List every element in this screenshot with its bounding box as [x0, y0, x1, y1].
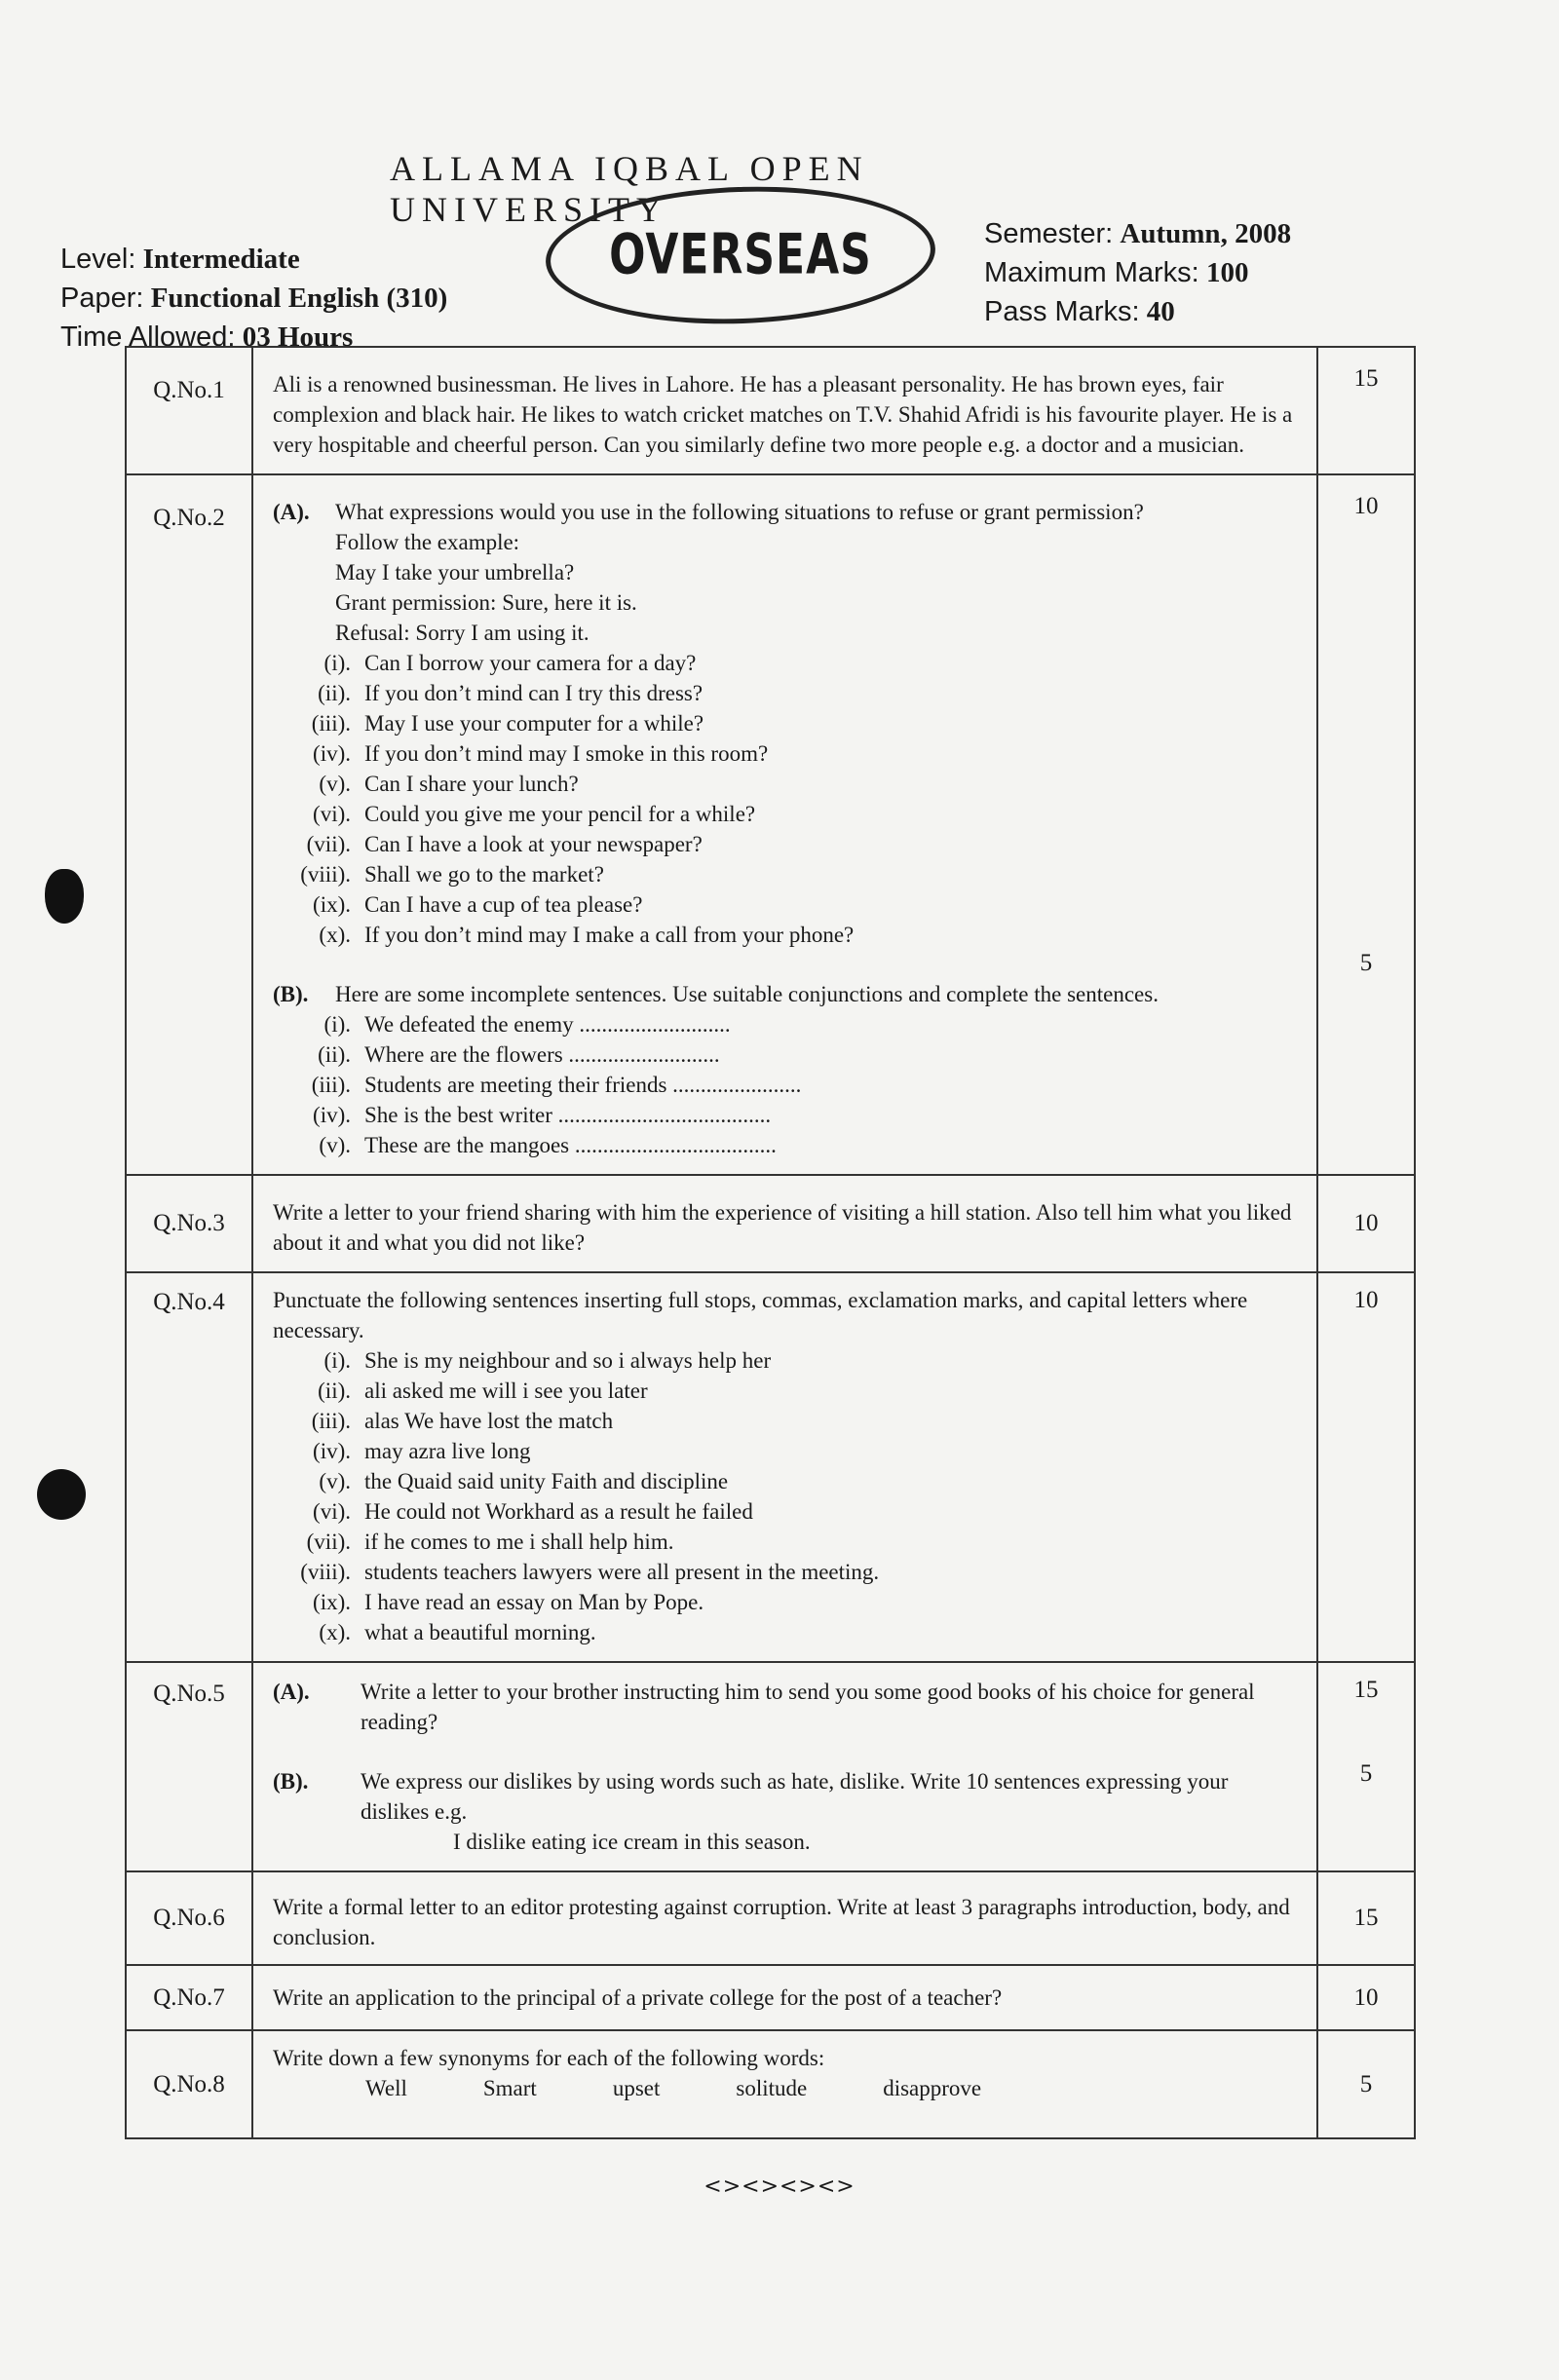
part-a [273, 1677, 1297, 1737]
part-label: (A). [273, 500, 310, 524]
stamp-text: OVERSEAS [609, 222, 872, 287]
example-line: May I take your umbrella? [335, 560, 575, 585]
question-row-5 [126, 1662, 1415, 1871]
university-title: ALLAMA IQBAL OPEN UNIVERSITY [390, 149, 869, 229]
marks: 5 [1317, 2030, 1415, 2138]
part-b [273, 1766, 1297, 1857]
marks: 5 [1359, 1760, 1373, 1787]
list-item: (v). the Quaid said unity Faith and discipline [319, 1469, 729, 1493]
word: Well [365, 2076, 407, 2100]
exam-info-right [984, 214, 1291, 331]
q2b-items [273, 1009, 1297, 1160]
example-line: Refusal: Sorry I am using it. [335, 621, 589, 645]
semester-line: Semester: Autumn, 2008 [984, 218, 1292, 249]
marks: 10 [1353, 493, 1379, 519]
list-item: (vii). Can I have a look at your newspaper? [306, 832, 703, 856]
list-item: (x). what a beautiful morning. [319, 1620, 596, 1644]
question-row-3 [126, 1175, 1415, 1272]
end-of-paper-mark: <><><><> [703, 2174, 856, 2199]
question-number: Q.No.2 [126, 474, 252, 1175]
list-item: (vii). if he comes to me i shall help him. [306, 1530, 674, 1554]
list-item: (iii). Students are meeting their friends ....................... [311, 1073, 802, 1097]
word: disapprove [883, 2076, 982, 2100]
list-item: (vi). Could you give me your pencil for a while? [313, 802, 756, 826]
list-item: (iii). May I use your computer for a while? [311, 711, 704, 736]
list-item: (i). We defeated the enemy ........................... [323, 1012, 731, 1037]
part-a [273, 497, 1297, 648]
max-marks-line: Maximum Marks: 100 [984, 257, 1249, 288]
list-item: (ii). ali asked me will i see you later [318, 1379, 648, 1403]
question-number: Q.No.4 [126, 1272, 252, 1662]
overseas-stamp [546, 187, 935, 323]
question-row-2 [126, 474, 1415, 1175]
marks: 10 [1317, 1272, 1415, 1662]
question-number: Q.No.3 [126, 1175, 252, 1272]
list-item: (iii). alas We have lost the match [311, 1409, 614, 1433]
list-item: (ix). Can I have a cup of tea please? [313, 892, 643, 917]
marks: 5 [1359, 950, 1373, 976]
question-number: Q.No.7 [126, 1965, 252, 2030]
word: upset [612, 2076, 661, 2100]
q2a-items [273, 648, 1297, 950]
question-text: Write a formal letter to an editor protesting against corruption. Write at least 3 paragraphs introduction, body, and conclusion. [252, 1871, 1317, 1965]
exam-info-left [60, 240, 447, 357]
marks: 10 [1317, 1965, 1415, 2030]
word: Smart [482, 2076, 537, 2100]
list-item: (ix). I have read an essay on Man by Pope. [313, 1590, 704, 1614]
list-item: (ii). If you don’t mind can I try this dress? [318, 681, 703, 705]
question-row-8 [126, 2030, 1415, 2138]
question-text: Write down a few synonyms for each of the following words: [273, 2046, 825, 2070]
word-list [273, 2073, 1297, 2103]
question-text: Ali is a renowned businessman. He lives in Lahore. He has a pleasant personality. He has brown eyes, fair complexion and black hair. He likes to watch cricket matches on T.V. Shahid Afridi is his favourite player. He is a very hospitable and cheerful person. Can you similarly define two more people e.g. a doctor and a musician. [252, 347, 1317, 474]
punch-hole-top [45, 869, 84, 924]
list-item: (i). Can I borrow your camera for a day? [323, 651, 697, 675]
question-text: Punctuate the following sentences inserting full stops, commas, exclamation marks, and capital letters where necessary. [273, 1288, 1248, 1342]
level-line: Level: Intermediate [60, 244, 300, 275]
list-item: (iv). If you don’t mind may I smoke in this room? [313, 741, 769, 766]
q4-items [273, 1345, 1297, 1647]
example-line: Grant permission: Sure, here it is. [335, 590, 637, 615]
question-text: Write an application to the principal of a private college for the post of a teacher? [252, 1965, 1317, 2030]
list-item: (viii). students teachers lawyers were all present in the meeting. [300, 1560, 880, 1584]
questions-table [125, 346, 1416, 2139]
word: solitude [736, 2076, 808, 2100]
list-item: (vi). He could not Workhard as a result he failed [313, 1499, 753, 1524]
time-line: Time Allowed: 03 Hours [60, 321, 354, 353]
list-item: (v). Can I share your lunch? [319, 772, 579, 796]
question-row-6 [126, 1871, 1415, 1965]
part-instruction: We express our dislikes by using words such as hate, dislike. Write 10 sentences expressing your dislikes e.g. [361, 1769, 1229, 1824]
part-label: (B). [273, 1769, 309, 1794]
question-number: Q.No.5 [126, 1662, 252, 1871]
paper-line: Paper: Functional English (310) [60, 283, 448, 314]
example-line: I dislike eating ice cream in this season. [453, 1830, 811, 1854]
question-row-4 [126, 1272, 1415, 1662]
marks: 15 [1353, 1677, 1379, 1703]
list-item: (x). If you don’t mind may I make a call from your phone? [319, 923, 855, 947]
list-item: (i). She is my neighbour and so i always help her [323, 1348, 772, 1373]
marks: 15 [1317, 1871, 1415, 1965]
question-number: Q.No.6 [126, 1871, 252, 1965]
example-heading: Follow the example: [335, 530, 520, 554]
list-item: (ii). Where are the flowers ........................... [318, 1042, 720, 1067]
part-instruction: Write a letter to your brother instructing him to send you some good books of his choice for general reading? [361, 1680, 1255, 1734]
question-row-7 [126, 1965, 1415, 2030]
question-number: Q.No.8 [126, 2030, 252, 2138]
list-item: (iv). may azra live long [313, 1439, 531, 1463]
list-item: (v). These are the mangoes .................................... [319, 1133, 777, 1157]
part-instruction: What expressions would you use in the following situations to refuse or grant permission? [335, 500, 1144, 524]
list-item: (iv). She is the best writer ...................................... [313, 1103, 772, 1127]
part-b [273, 979, 1297, 1009]
punch-hole-bottom [37, 1469, 86, 1520]
marks: 10 [1317, 1175, 1415, 1272]
question-text: Write a letter to your friend sharing with him the experience of visiting a hill station. Also tell him what you liked about it and what you did not like? [252, 1175, 1317, 1272]
list-item: (viii). Shall we go to the market? [300, 862, 604, 887]
part-instruction: Here are some incomplete sentences. Use suitable conjunctions and complete the sentences. [335, 982, 1159, 1006]
pass-marks-line: Pass Marks: 40 [984, 296, 1175, 327]
part-label: (B). [273, 982, 309, 1006]
part-label: (A). [273, 1680, 310, 1704]
question-number: Q.No.1 [126, 347, 252, 474]
question-row-1 [126, 347, 1415, 474]
marks: 15 [1317, 347, 1415, 474]
